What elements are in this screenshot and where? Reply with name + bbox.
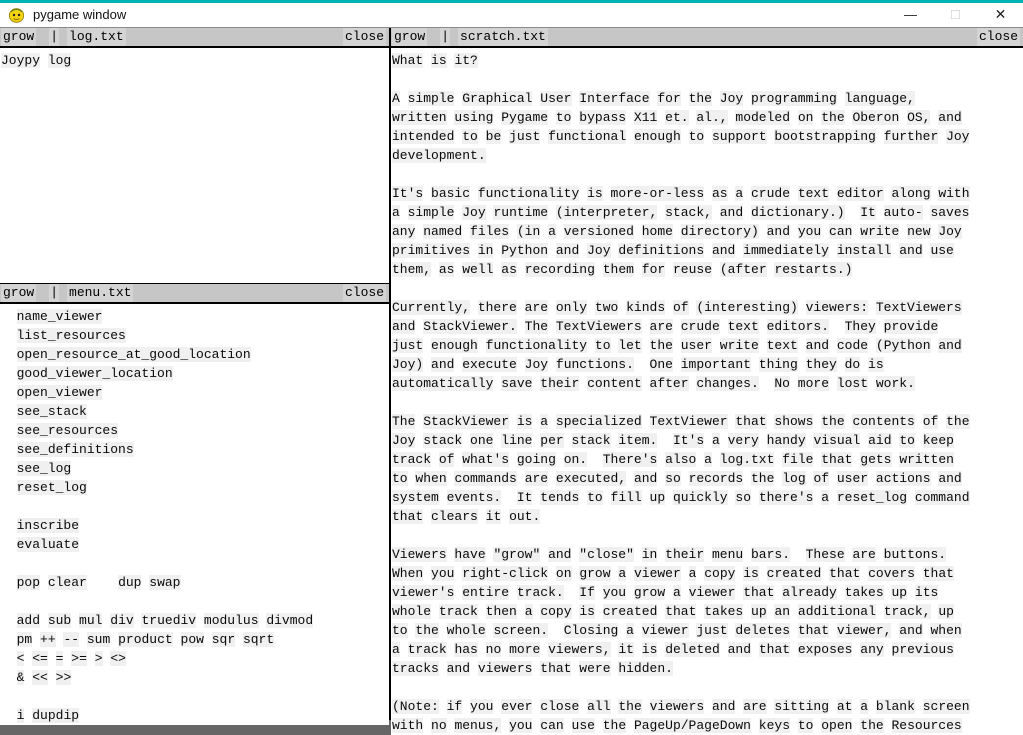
menubar-separator: | [50, 285, 59, 300]
grow-button[interactable]: grow [3, 285, 35, 300]
log-viewer [0, 28, 389, 283]
viewer-filename: log.txt [69, 29, 124, 44]
maximize-icon[interactable]: □ [933, 3, 978, 26]
close-button[interactable]: close [978, 29, 1018, 44]
left-track [0, 28, 389, 723]
menu-viewer-menubar [0, 284, 389, 304]
minimize-icon[interactable]: — [888, 3, 933, 26]
close-button[interactable]: close [344, 285, 384, 300]
right-track [391, 28, 1023, 733]
menubar-separator: | [50, 29, 59, 44]
pygame-icon [8, 6, 25, 23]
window-controls [888, 3, 1023, 26]
close-icon[interactable]: ✕ [978, 3, 1023, 26]
viewer-filename: scratch.txt [460, 29, 546, 44]
desktop [0, 27, 1023, 733]
scratch-viewer-menubar [391, 28, 1023, 48]
close-button[interactable]: close [344, 29, 384, 44]
log-viewer-menubar [0, 28, 389, 48]
menubar-separator: | [441, 29, 450, 44]
scratch-viewer-content[interactable]: What is it? A simple Graphical User Interface for the Joy programming language, written using Pygame to bypass X11 et. al., modeled on the Oberon OS, and intended to be just functional enough to support bootstrapping further Joy development. It's basic functionality is more-or-less as a crude text editor along with a simple Joy runtime (interpreter, stack, and dictionary.) It auto- saves any named files (in a versioned home directory) and you can write new Joy primitives in Python and Joy definitions and immediately install and use them, as well as recording them for reuse (after restarts.) Currently, there are only two kinds of (interesting) viewers: TextViewers and StackViewer. The TextViewers are crude text editors. They provide just enough functionality to let the user write text and code (Python and Joy) and execute Joy functions. One important thing they do is automatically save their content after changes. No more lost work. The StackViewer is a specialized TextViewer that shows the contents of the Joy stack one line per stack item. It's a very handy visual aid to keep track of what's going on. There's also a log.txt file that gets written to when commands are executed, and so records the log of user actions and system events. It tends to fill up quickly so there's a reset_log command that clears it out. Viewers have "grow" and "close" in their menu bars. These are buttons. When you right-click on grow a viewer a copy is created that covers that viewer's entire track. If you grow a viewer that already takes up its whole track then a copy is created that takes up an additional track, up to the whole screen. Closing a viewer just deletes that viewer, and when a track has no more viewers, it is deleted and that exposes any previous tracks and viewers that were hidden. (Note: if you ever close all the viewers and are sitting at a blank screen with no menus, you can use the PageUp/PageDown keys to open the Resources [391, 48, 1023, 735]
grow-button[interactable]: grow [394, 29, 426, 44]
menu-viewer [0, 283, 389, 725]
menu-viewer-content[interactable]: name_viewer list_resources open_resource_at_good_location good_viewer_location open_viewer see_stack see_resources see_definitions see_log reset_log inscribe evaluate pop clear dup swap add sub mul div truediv modulus divmod pm ++ -- sum product pow sqr sqrt < <= = >= > <> & << >> i dupdip [0, 304, 389, 725]
titlebar [0, 3, 1023, 26]
window-title: pygame window [33, 7, 127, 22]
scratch-viewer [391, 28, 1023, 735]
grow-button[interactable]: grow [3, 29, 35, 44]
viewer-filename: menu.txt [69, 285, 132, 300]
log-viewer-content[interactable]: Joypy log [0, 48, 389, 283]
